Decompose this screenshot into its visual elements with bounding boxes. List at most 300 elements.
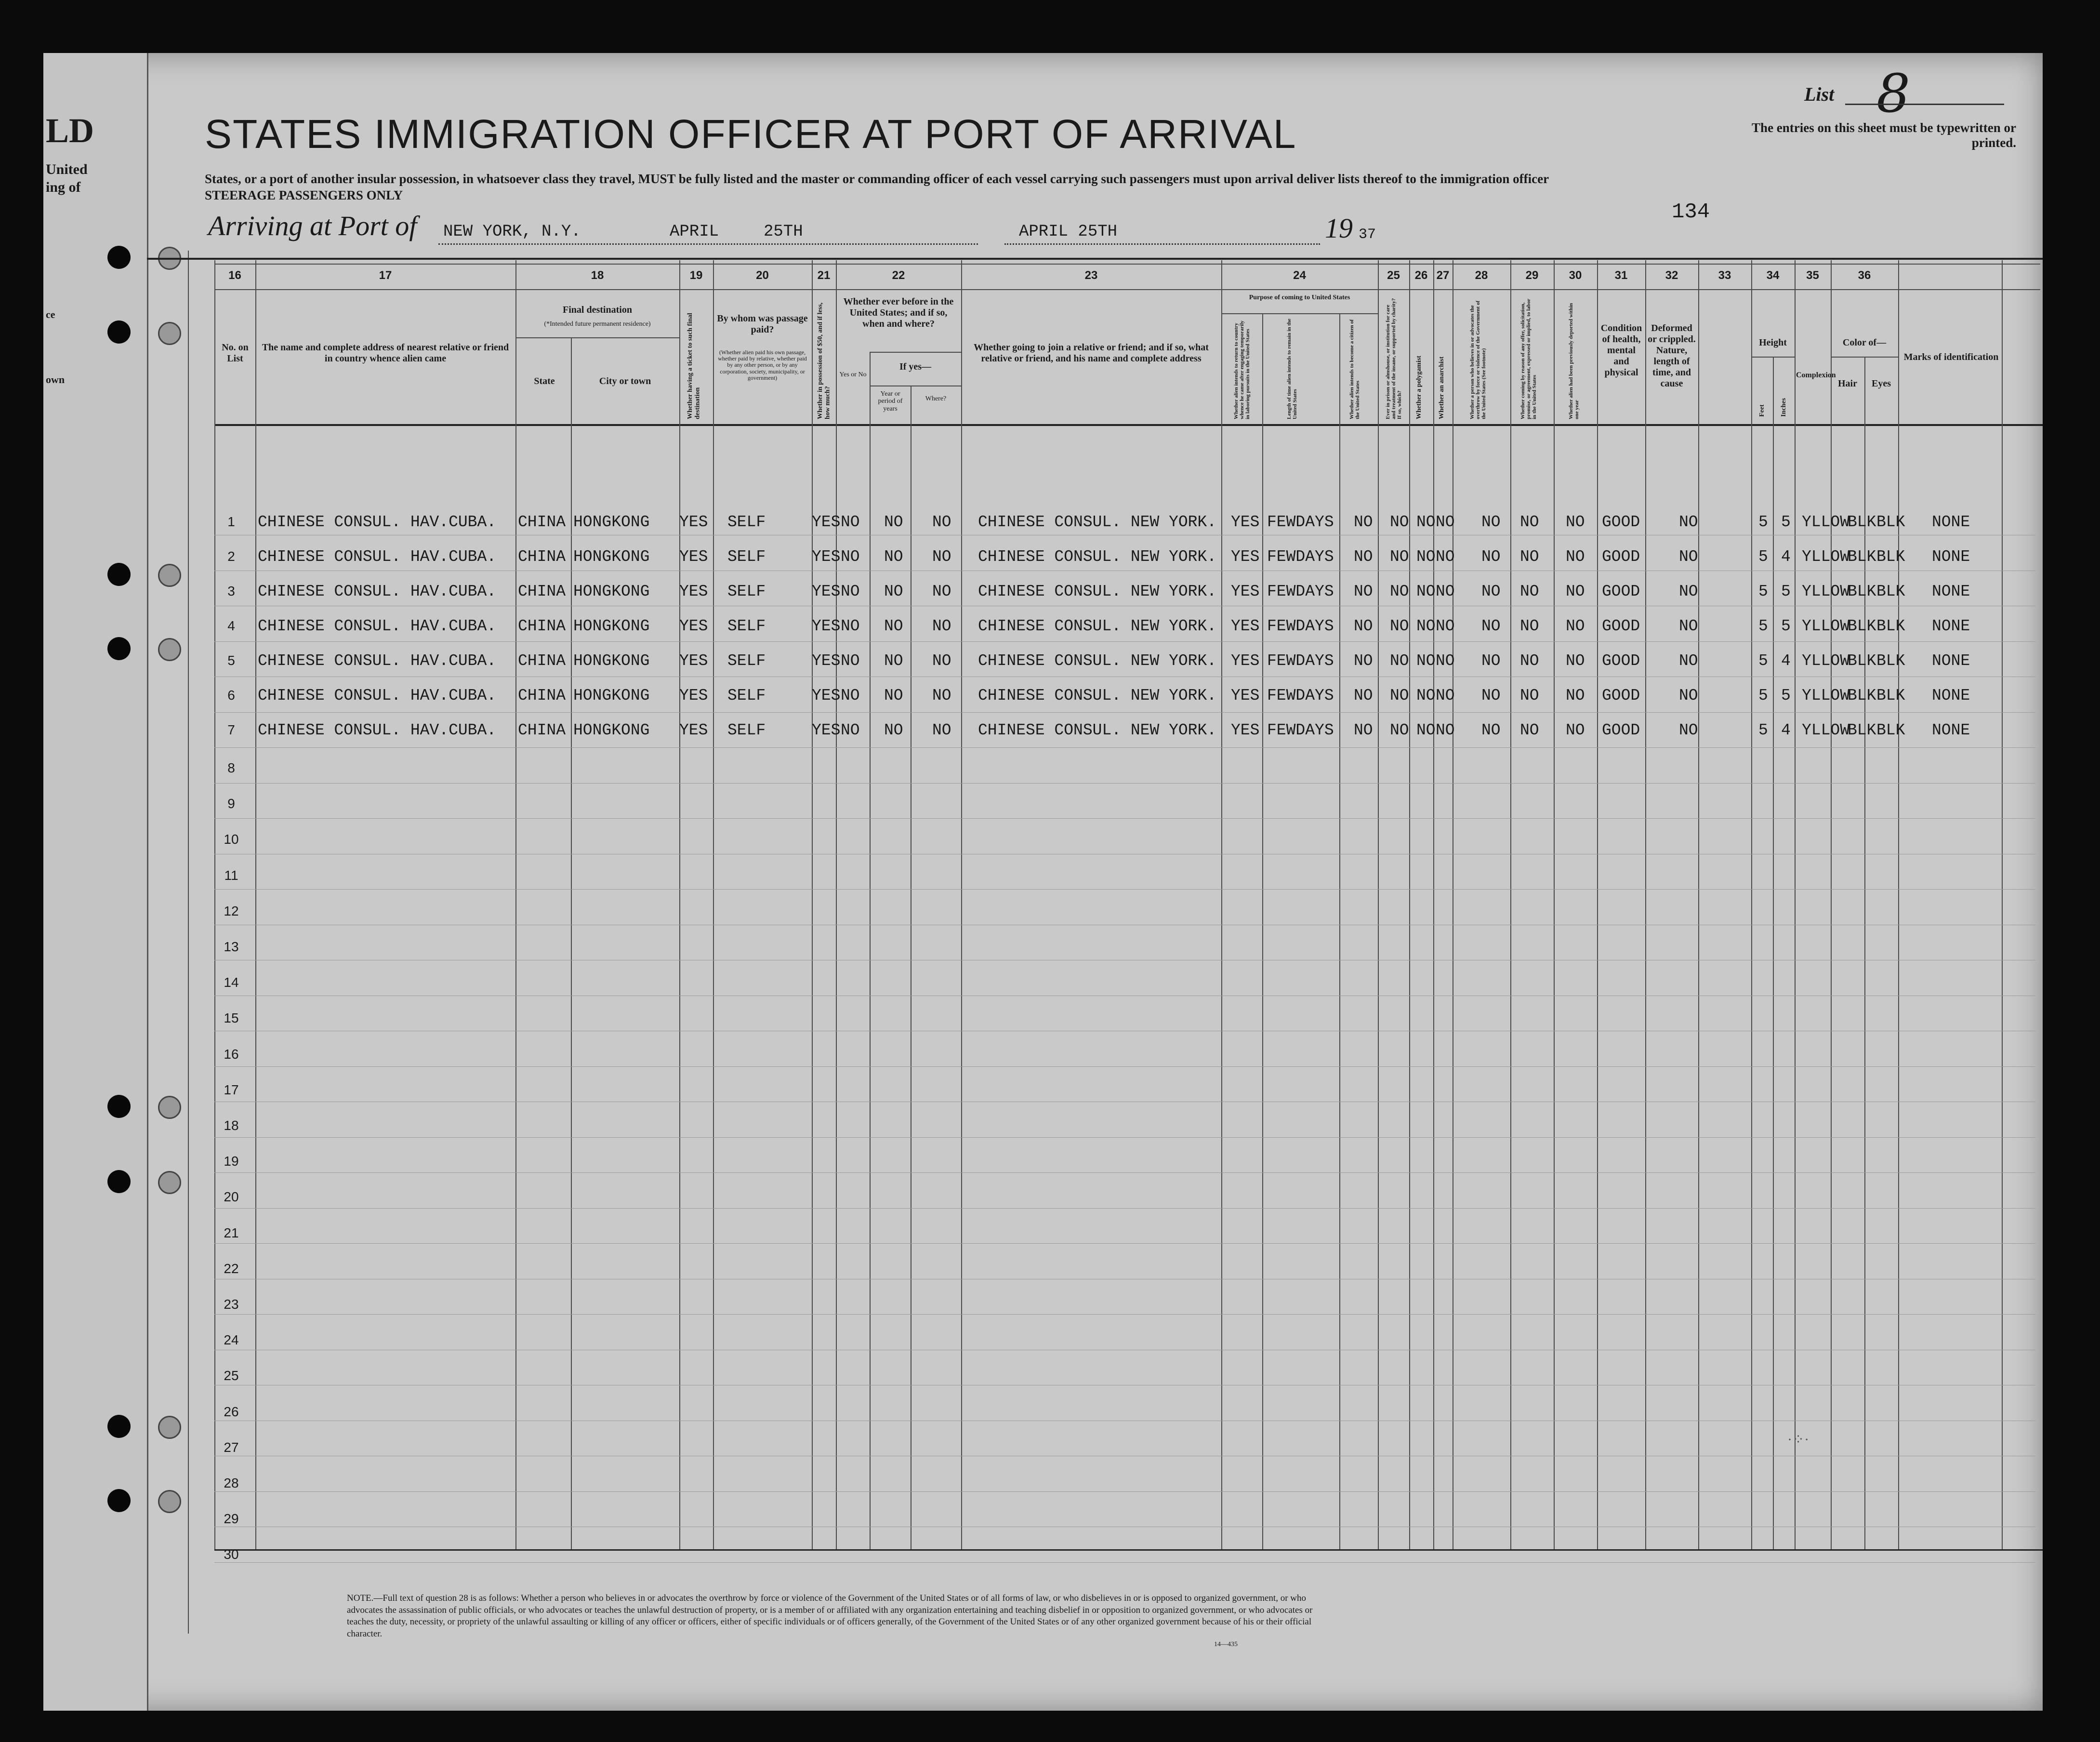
col-number: 31 — [1614, 269, 1628, 282]
col-divider — [812, 260, 813, 1549]
reinforcement-ring — [158, 1171, 181, 1194]
col-divider — [1378, 260, 1379, 1549]
cell-ticket: YES — [679, 548, 708, 566]
header-purpose-citizen: Whether alien intends to become a citizen of the United States — [1349, 319, 1361, 419]
cell-prison: NO — [1390, 548, 1409, 566]
cell-poly: NO — [1416, 687, 1436, 705]
cell-q29: NO — [1520, 652, 1539, 670]
reinforcement-ring — [158, 322, 181, 345]
cell-health: GOOD — [1602, 583, 1640, 600]
row-number: 20 — [224, 1189, 239, 1205]
cell-q29: NO — [1520, 617, 1539, 635]
row-number: 3 — [227, 584, 235, 598]
cell-year: NO — [884, 548, 903, 566]
cell-ret: YES — [1231, 687, 1260, 705]
cell-relative: CHINESE CONSUL. HAV.CUBA. — [258, 583, 497, 600]
cell-relative: CHINESE CONSUL. HAV.CUBA. — [258, 721, 497, 739]
cell-hair: BLK — [1848, 687, 1876, 705]
header-ever-before: Whether ever before in the United States; and if so, when and where? — [843, 296, 954, 329]
col-divider — [255, 260, 256, 1549]
cell-complexion: YLLOW — [1802, 583, 1850, 600]
cell-anarch: NO — [1436, 583, 1455, 600]
cell-citizen: NO — [1354, 617, 1373, 635]
cell-possession: YES — [812, 583, 841, 600]
cell-anarch: NO — [1436, 721, 1455, 739]
header-no-on-list: No. on List — [222, 342, 249, 364]
cell-poly: NO — [1416, 721, 1436, 739]
cell-ever: NO — [841, 721, 860, 739]
col-divider — [1510, 260, 1511, 1549]
cell-paid: SELF — [727, 513, 766, 531]
cell-citizen: NO — [1354, 721, 1373, 739]
cell-health: GOOD — [1602, 513, 1640, 531]
cell-feet: 5 — [1758, 652, 1768, 670]
cell-anarch: NO — [1436, 687, 1455, 705]
intro-line-2: STEERAGE PASSENGERS ONLY — [205, 187, 403, 202]
header-height: Height — [1759, 337, 1787, 348]
cell-length: FEWDAYS — [1267, 652, 1334, 670]
header-final-destination: Final destination — [563, 305, 632, 315]
header-joining-relative: Whether going to join a relative or friend; and if so, what relative or friend, and his name and complete address — [974, 342, 1209, 364]
header-hair: Hair — [1838, 378, 1857, 389]
table-top-rule — [147, 258, 2043, 260]
cell-q29: NO — [1520, 513, 1539, 531]
cell-poly: NO — [1416, 513, 1436, 531]
cell-where: NO — [932, 548, 951, 566]
cell-relative: CHINESE CONSUL. HAV.CUBA. — [258, 652, 497, 670]
colnum-bottom-rule — [214, 289, 2040, 290]
cell-relative: CHINESE CONSUL. HAV.CUBA. — [258, 513, 497, 531]
cell-year: NO — [884, 513, 903, 531]
cell-feet: 5 — [1758, 513, 1768, 531]
cell-ever: NO — [841, 583, 860, 600]
cell-relative: CHINESE CONSUL. HAV.CUBA. — [258, 548, 497, 566]
cell-join: CHINESE CONSUL. NEW YORK. — [978, 617, 1217, 635]
row-rule — [214, 783, 2035, 784]
cell-deformed: NO — [1679, 583, 1698, 600]
col-divider — [1751, 260, 1752, 1549]
cell-relative: CHINESE CONSUL. HAV.CUBA. — [258, 617, 497, 635]
cell-eyes: BLK — [1876, 687, 1905, 705]
purpose-rule — [1221, 313, 1378, 314]
cell-length: FEWDAYS — [1267, 583, 1334, 600]
col-number: 26 — [1414, 269, 1428, 282]
cell-complexion: YLLOW — [1802, 548, 1850, 566]
cell-hair: BLK — [1848, 652, 1876, 670]
cell-health: GOOD — [1602, 687, 1640, 705]
cell-year: NO — [884, 687, 903, 705]
cell-state: CHINA — [518, 583, 566, 600]
cell-citizen: NO — [1354, 548, 1373, 566]
cell-prison: NO — [1390, 513, 1409, 531]
form-code: 14—435 — [1214, 1641, 1238, 1648]
header-deformed: Deformed or crippled. Nature, length of time, and cause — [1648, 323, 1696, 389]
col-number: 29 — [1525, 269, 1539, 282]
header-inches: Inches — [1780, 398, 1787, 417]
col-number: 34 — [1766, 269, 1780, 282]
table-bottom-rule — [214, 1549, 2043, 1551]
second-date: APRIL 25TH — [1019, 223, 1118, 241]
final-destination-rule — [515, 337, 679, 338]
row-number: 8 — [227, 760, 235, 775]
col-number: 28 — [1475, 269, 1488, 282]
cell-q28: NO — [1481, 652, 1501, 670]
row-number: 23 — [224, 1297, 239, 1312]
cell-paid: SELF — [727, 652, 766, 670]
cell-ticket: YES — [679, 513, 708, 531]
cell-feet: 5 — [1758, 721, 1768, 739]
cell-anarch: NO — [1436, 548, 1455, 566]
binding-strip — [43, 53, 148, 1711]
cell-paid: SELF — [727, 721, 766, 739]
cell-join: CHINESE CONSUL. NEW YORK. — [978, 652, 1217, 670]
punch-hole — [107, 1170, 131, 1193]
cell-deported: NO — [1566, 513, 1585, 531]
col-number: 18 — [591, 269, 604, 282]
row-number: 13 — [224, 939, 239, 954]
row-number: 2 — [227, 549, 235, 564]
cell-hair: BLK — [1848, 617, 1876, 635]
cell-prison: NO — [1390, 721, 1409, 739]
cell-citizen: NO — [1354, 583, 1373, 600]
cell-possession: YES — [812, 617, 841, 635]
cell-deformed: NO — [1679, 548, 1698, 566]
row-number: 4 — [227, 618, 235, 633]
cell-join: CHINESE CONSUL. NEW YORK. — [978, 513, 1217, 531]
cell-paid: SELF — [727, 687, 766, 705]
col-number: 35 — [1806, 269, 1819, 282]
header-by-whom-paid: By whom was passage paid? — [717, 313, 808, 335]
col-divider — [1554, 260, 1555, 1549]
cell-inches: 5 — [1781, 583, 1791, 600]
cell-marks: NONE — [1932, 687, 1970, 705]
cell-inches: 4 — [1781, 548, 1791, 566]
cell-length: FEWDAYS — [1267, 687, 1334, 705]
cell-length: FEWDAYS — [1267, 721, 1334, 739]
cell-hair: BLK — [1848, 548, 1876, 566]
row-number: 17 — [224, 1082, 239, 1097]
cell-deported: NO — [1566, 617, 1585, 635]
cell-q28: NO — [1481, 721, 1501, 739]
left-fragment-own: own — [46, 373, 65, 386]
cell-deported: NO — [1566, 652, 1585, 670]
cell-anarch: NO — [1436, 652, 1455, 670]
row-number: 28 — [224, 1476, 239, 1490]
cell-citizen: NO — [1354, 513, 1373, 531]
reinforcement-ring — [158, 638, 181, 661]
header-color-of: Color of— — [1842, 337, 1887, 348]
row-rule — [214, 641, 2035, 642]
cell-complexion: YLLOW — [1802, 652, 1850, 670]
cell-hair: BLK — [1848, 513, 1876, 531]
row-number: 1 — [227, 514, 235, 529]
col-divider — [1409, 260, 1410, 1549]
cell-ever: NO — [841, 687, 860, 705]
header-ticket: Whether having a ticket to such final destination — [687, 313, 701, 419]
cell-state: CHINA — [518, 617, 566, 635]
col-number: 17 — [379, 269, 392, 282]
row-rule — [214, 889, 2035, 890]
cell-where: NO — [932, 687, 951, 705]
cell-eyes: BLK — [1876, 617, 1905, 635]
col-number: 21 — [817, 269, 831, 282]
cell-paid: SELF — [727, 548, 766, 566]
header-eyes: Eyes — [1872, 378, 1891, 389]
cell-state: CHINA — [518, 652, 566, 670]
header-where: Where? — [925, 395, 947, 402]
col-divider — [713, 260, 714, 1549]
row-number: 5 — [227, 653, 235, 668]
row-rule — [214, 1491, 2035, 1492]
header-polygamist: Whether a polygamist — [1415, 356, 1423, 419]
cell-join: CHINESE CONSUL. NEW YORK. — [978, 583, 1217, 600]
header-purpose: Purpose of coming to United States — [1249, 294, 1350, 301]
header-purpose-return: Whether alien intends to return to country whence he came after engaging temporarily in laboring pursuits in the United States — [1233, 320, 1251, 419]
cell-state: CHINA — [518, 513, 566, 531]
row-number: 29 — [224, 1511, 239, 1527]
cell-year: NO — [884, 617, 903, 635]
punch-hole — [107, 1095, 131, 1118]
colnum-top-rule — [214, 264, 2040, 265]
cell-inches: 5 — [1781, 513, 1791, 531]
row-rule — [214, 1314, 2035, 1315]
height-rule — [1751, 357, 1795, 358]
col-divider — [1698, 260, 1699, 1549]
cell-complexion: YLLOW — [1802, 617, 1850, 635]
col-number: 30 — [1569, 269, 1582, 282]
row-rule — [214, 1066, 2035, 1067]
punch-hole — [107, 1415, 131, 1438]
cell-marks: NONE — [1932, 617, 1970, 635]
manifest-sheet — [43, 53, 2043, 1711]
row-number: 16 — [224, 1046, 239, 1062]
cell-ret: YES — [1231, 548, 1260, 566]
row-rule — [214, 1208, 2035, 1209]
cell-q28: NO — [1481, 583, 1501, 600]
cell-ever: NO — [841, 652, 860, 670]
col-number: 16 — [228, 269, 241, 282]
cell-ticket: YES — [679, 583, 708, 600]
cell-where: NO — [932, 721, 951, 739]
cell-deformed: NO — [1679, 513, 1698, 531]
list-number: 8 — [1876, 63, 1910, 124]
cell-deported: NO — [1566, 583, 1585, 600]
punch-hole — [107, 1489, 131, 1512]
header-possession-50: Whether in possession of $50, and if less, how much? — [817, 302, 832, 419]
cell-prison: NO — [1390, 583, 1409, 600]
reinforcement-ring — [158, 1096, 181, 1119]
cell-ever: NO — [841, 617, 860, 635]
col-divider — [679, 260, 680, 1549]
cell-possession: YES — [812, 513, 841, 531]
cell-eyes: BLK — [1876, 548, 1905, 566]
cell-q28: NO — [1481, 687, 1501, 705]
strip-rule — [188, 251, 189, 1634]
cell-inches: 4 — [1781, 652, 1791, 670]
footnote-question-28: NOTE.—Full text of question 28 is as follows: Whether a person who believes in or advocates the overthrow by force or violence of the Government of the United States or of all forms of law, or who disbelieves in or is opposed to organized government, or who advocates the assassination of public officials, or who advocates or teaches the unlawful destruction of property, or is a member of or affiliated with any organization entertaining and teaching disbelief in or opposition to organized government, or who advocates or teaches the duty, necessity, or propriety of the unlawful assaulting or killing of any officer or officers, either of specific individuals or of officers generally, of the Government of the United States or of any other organized government because of his or their official character. — [347, 1593, 1313, 1639]
header-q28: Whether a person who believes in or advocates the overthrow by force or violence of the Government of the United States (See footnote) — [1469, 300, 1487, 419]
cell-city: HONGKONG — [573, 652, 650, 670]
cell-q28: NO — [1481, 548, 1501, 566]
cell-poly: NO — [1416, 652, 1436, 670]
entries-note: The entries on this sheet must be typewritten or printed. — [1752, 120, 2016, 150]
col-number: 20 — [756, 269, 769, 282]
col-divider — [1221, 260, 1222, 1549]
col-divider — [836, 260, 837, 1549]
cell-prison: NO — [1390, 617, 1409, 635]
left-fragment-ing: ing of — [46, 179, 81, 195]
punch-hole — [107, 320, 131, 344]
row-number: 26 — [224, 1404, 239, 1419]
cell-city: HONGKONG — [573, 721, 650, 739]
col-number: 36 — [1858, 269, 1871, 282]
cell-deformed: NO — [1679, 652, 1698, 670]
header-anarchist: Whether an anarchist — [1438, 356, 1445, 419]
cell-year: NO — [884, 583, 903, 600]
col-divider — [515, 260, 516, 1549]
intro-line-1: States, or a port of another insular possession, in whatsoever class they travel, MUST be fully listed and the master or commanding officer of each vessel carrying such passengers must upon arrival deliver lists thereof to the immigration officer — [205, 172, 1549, 186]
header-bottom-rule — [214, 424, 2043, 426]
cell-ret: YES — [1231, 721, 1260, 739]
header-q30: Whether alien had been previously deported within one year — [1568, 303, 1580, 419]
row-number: 25 — [224, 1368, 239, 1383]
cell-q28: NO — [1481, 513, 1501, 531]
col-divider — [2002, 260, 2003, 1549]
row-rule — [214, 818, 2035, 819]
col-divider — [961, 260, 962, 1549]
cell-length: FEWDAYS — [1267, 617, 1334, 635]
cell-ever: NO — [841, 548, 860, 566]
header-purpose-length: Length of time alien intends to remain in the United States — [1286, 319, 1298, 419]
reinforcement-ring — [158, 1416, 181, 1439]
arrival-dotline — [438, 243, 978, 245]
cell-city: HONGKONG — [573, 583, 650, 600]
arrival-date-day: 25TH — [764, 223, 803, 241]
cell-deported: NO — [1566, 687, 1585, 705]
cell-join: CHINESE CONSUL. NEW YORK. — [978, 548, 1217, 566]
list-label: List — [1804, 83, 1835, 105]
col-divider — [1898, 260, 1899, 1549]
cell-q29: NO — [1520, 687, 1539, 705]
cell-join: CHINESE CONSUL. NEW YORK. — [978, 687, 1217, 705]
cell-city: HONGKONG — [573, 617, 650, 635]
row-number: 10 — [224, 832, 239, 847]
cell-possession: YES — [812, 652, 841, 670]
row-number: 19 — [224, 1154, 239, 1169]
row-number: 24 — [224, 1332, 239, 1348]
cell-where: NO — [932, 513, 951, 531]
col-number: 33 — [1718, 269, 1731, 282]
cell-ret: YES — [1231, 583, 1260, 600]
cell-ticket: YES — [679, 652, 708, 670]
cell-health: GOOD — [1602, 548, 1640, 566]
col-number: 19 — [689, 269, 703, 282]
cell-relative: CHINESE CONSUL. HAV.CUBA. — [258, 687, 497, 705]
cell-q29: NO — [1520, 721, 1539, 739]
header-year-period: Year or period of years — [878, 390, 903, 412]
port-field: NEW YORK, N.Y. — [443, 223, 581, 241]
header-health: Condition of health, mental and physical — [1600, 323, 1642, 378]
row-number: 21 — [224, 1225, 239, 1240]
stamped-page-number: 134 — [1672, 200, 1710, 224]
row-rule — [214, 712, 2035, 713]
row-number: 12 — [224, 903, 239, 918]
reinforcement-ring — [158, 564, 181, 587]
cell-hair: BLK — [1848, 721, 1876, 739]
col-divider — [1645, 260, 1646, 1549]
cell-health: GOOD — [1602, 721, 1640, 739]
year-prefix: 19 — [1325, 213, 1353, 244]
col-divider — [1597, 260, 1598, 1549]
row-number: 27 — [224, 1439, 239, 1455]
col-number: 22 — [892, 269, 905, 282]
row-number: 22 — [224, 1261, 239, 1276]
cell-poly: NO — [1416, 583, 1436, 600]
cell-ticket: YES — [679, 617, 708, 635]
cell-ret: YES — [1231, 617, 1260, 635]
year-suffix: 37 — [1359, 226, 1376, 243]
cell-where: NO — [932, 583, 951, 600]
cell-feet: 5 — [1758, 617, 1768, 635]
cell-state: CHINA — [518, 687, 566, 705]
header-state: State — [534, 376, 555, 386]
cell-where: NO — [932, 617, 951, 635]
cell-q29: NO — [1520, 583, 1539, 600]
cell-ticket: YES — [679, 687, 708, 705]
cell-health: GOOD — [1602, 617, 1640, 635]
cell-year: NO — [884, 652, 903, 670]
row-number: 14 — [224, 975, 239, 990]
col-divider — [571, 337, 572, 1549]
cell-city: HONGKONG — [573, 513, 650, 531]
second-dotline — [1004, 243, 1320, 245]
row-number: 15 — [224, 1011, 239, 1026]
arrival-date-month: APRIL — [670, 223, 719, 241]
cell-prison: NO — [1390, 687, 1409, 705]
row-rule — [214, 1172, 2035, 1173]
cell-anarch: NO — [1436, 513, 1455, 531]
cell-possession: YES — [812, 687, 841, 705]
col-divider — [1433, 260, 1434, 1549]
header-yes-no: Yes or No — [839, 371, 867, 378]
row-rule — [214, 747, 2035, 748]
row-number: 30 — [224, 1547, 239, 1562]
cell-length: FEWDAYS — [1267, 548, 1334, 566]
left-fragment-ce: ce — [46, 308, 55, 320]
col-number: 27 — [1436, 269, 1450, 282]
cell-feet: 5 — [1758, 687, 1768, 705]
cell-poly: NO — [1416, 548, 1436, 566]
row-number: 11 — [224, 867, 238, 883]
list-underline — [1845, 104, 2004, 105]
cell-eyes: BLK — [1876, 652, 1905, 670]
cell-prison: NO — [1390, 652, 1409, 670]
cell-join: CHINESE CONSUL. NEW YORK. — [978, 721, 1217, 739]
col-divider — [1262, 313, 1263, 1549]
row-rule — [214, 1562, 2035, 1563]
cell-eyes: BLK — [1876, 721, 1905, 739]
cell-where: NO — [932, 652, 951, 670]
cell-ret: YES — [1231, 513, 1260, 531]
cell-state: CHINA — [518, 721, 566, 739]
col-divider — [1773, 357, 1774, 1549]
punch-hole — [107, 563, 131, 586]
cell-marks: NONE — [1932, 583, 1970, 600]
cell-paid: SELF — [727, 617, 766, 635]
cell-feet: 5 — [1758, 548, 1768, 566]
cell-health: GOOD — [1602, 652, 1640, 670]
cell-city: HONGKONG — [573, 687, 650, 705]
